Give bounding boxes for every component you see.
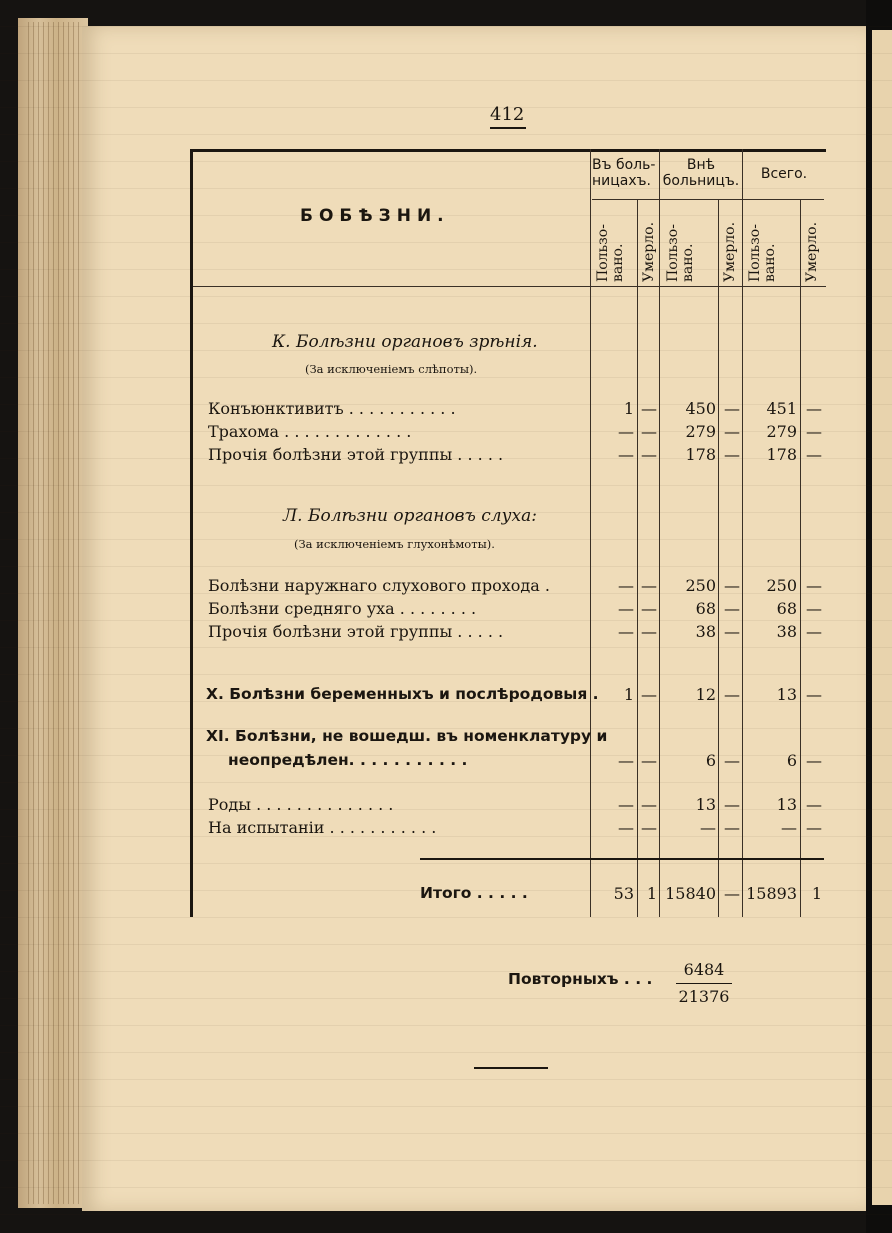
cell-out-used: 68 [695, 599, 716, 618]
cell-in-died: — [641, 422, 657, 441]
col-rule-6 [800, 199, 801, 917]
cell-in-died: — [641, 685, 657, 704]
row-label: Трахома . . . . . . . . . . . . . [208, 422, 412, 441]
cell-in-used: — [618, 422, 634, 441]
cell-tot-died: — [806, 751, 822, 770]
cell-in-used: 1 [623, 685, 634, 704]
cell-in-used: — [618, 445, 634, 464]
cell-in-died: — [641, 445, 657, 464]
repeat-numerator: 6484 [683, 960, 725, 979]
cell-out-used: 12 [695, 685, 716, 704]
col-in-hospitals-header: Въ боль- ницахъ. [592, 157, 656, 189]
book-page [82, 26, 866, 1211]
next-page-edge [872, 30, 892, 1205]
cell-in-died: — [641, 818, 657, 837]
end-rule [474, 1067, 548, 1069]
cell-tot-used: 38 [776, 622, 797, 641]
group-title: К. Болѣзни органовъ зрѣнія. [272, 332, 538, 352]
cell-tot-died: — [806, 685, 822, 704]
row-label: X. Болѣзни беременныхъ и послѣродовыя . [206, 685, 599, 703]
cell-out-used: 450 [685, 399, 716, 418]
page-number: 412 [490, 104, 525, 125]
sub-died-3: Умерло. [804, 221, 820, 282]
cell-in-died: — [641, 795, 657, 814]
cell-in-used: — [618, 622, 634, 641]
col-rule-4 [718, 199, 719, 917]
cell-tot-used: 68 [776, 599, 797, 618]
row-label: Роды . . . . . . . . . . . . . . [208, 795, 394, 814]
cell-out-used: 250 [685, 576, 716, 595]
cell-in-died: — [641, 399, 657, 418]
cell-out-died: — [724, 751, 740, 770]
cell-tot-died: — [806, 818, 822, 837]
cell-tot-used: 451 [766, 399, 797, 418]
cell-tot-died: — [806, 445, 822, 464]
sub-used-2: Пользо- вано. [665, 224, 696, 282]
row-label: неопредѣлен. . . . . . . . . . . [228, 751, 468, 769]
total-rule [420, 858, 824, 860]
cell-out-died: — [724, 445, 740, 464]
cell-tot-used: 279 [766, 422, 797, 441]
col-rule-2 [637, 199, 638, 917]
cell-tot-died: — [806, 422, 822, 441]
cell-in-used: 53 [613, 884, 634, 903]
col-rule-1 [590, 149, 591, 917]
cell-in-used: — [618, 751, 634, 770]
row-label: Прочія болѣзни этой группы . . . . . [208, 445, 504, 464]
cell-out-died: — [724, 599, 740, 618]
cell-in-died: — [641, 751, 657, 770]
cell-tot-used: 15893 [746, 884, 797, 903]
cell-in-died: — [641, 576, 657, 595]
cell-in-used: — [618, 599, 634, 618]
page-number-underline [490, 127, 526, 129]
page-edge-lines [28, 22, 80, 1204]
group-note: (За исключеніемъ слѣпоты). [305, 362, 478, 376]
table-left-rule [190, 149, 193, 917]
cell-tot-died: — [806, 795, 822, 814]
cell-in-died: — [641, 622, 657, 641]
cell-tot-died: 1 [811, 884, 822, 903]
cell-out-died: — [724, 884, 740, 903]
cell-out-died: — [724, 795, 740, 814]
cell-out-died: — [724, 399, 740, 418]
fraction-bar [676, 983, 732, 984]
col-outside-hospitals-header: Внѣ больницъ. [662, 157, 740, 189]
cell-in-used: 1 [623, 399, 634, 418]
cell-tot-used: 13 [776, 685, 797, 704]
row-label: Прочія болѣзни этой группы . . . . . [208, 622, 504, 641]
row-label: Конъюнктивитъ . . . . . . . . . . . [208, 399, 456, 418]
cell-out-died: — [724, 622, 740, 641]
cell-in-died: 1 [646, 884, 657, 903]
cell-tot-used: — [781, 818, 797, 837]
cell-out-used: 178 [685, 445, 716, 464]
cell-tot-died: — [806, 576, 822, 595]
col-rule-3 [659, 149, 660, 917]
cell-out-used: 6 [705, 751, 716, 770]
cell-out-used: 279 [685, 422, 716, 441]
group-title: Л. Болѣзни органовъ слуха: [283, 506, 537, 526]
table-title: БОБѢЗНИ. [300, 206, 450, 226]
cell-in-used: — [618, 576, 634, 595]
sub-used-3: Пользо- вано. [747, 224, 778, 282]
row-label: Болѣзни наружнаго слухового прохода . [208, 576, 550, 595]
sub-died-2: Умерло. [722, 221, 738, 282]
sub-died-1: Умерло. [641, 221, 657, 282]
cell-in-used: — [618, 795, 634, 814]
cell-out-died: — [724, 685, 740, 704]
cell-tot-died: — [806, 599, 822, 618]
cell-out-died: — [724, 818, 740, 837]
sub-used-1: Пользо- вано. [595, 224, 626, 282]
row-label: На испытаніи . . . . . . . . . . . [208, 818, 437, 837]
row-label: XI. Болѣзни, не вошедш. въ номенклатуру и [206, 727, 608, 745]
repeat-denominator: 21376 [678, 987, 730, 1006]
cell-out-died: — [724, 576, 740, 595]
cell-in-died: — [641, 599, 657, 618]
cell-in-used: — [618, 818, 634, 837]
cell-tot-died: — [806, 622, 822, 641]
total-label: Итого . . . . . [420, 884, 528, 902]
cell-out-used: 13 [695, 795, 716, 814]
cell-tot-died: — [806, 399, 822, 418]
table-top-rule [192, 149, 826, 152]
row-label: Болѣзни средняго уха . . . . . . . . [208, 599, 477, 618]
repeat-label: Повторныхъ . . . [508, 970, 653, 988]
cell-tot-used: 13 [776, 795, 797, 814]
cell-out-died: — [724, 422, 740, 441]
cell-out-used: — [700, 818, 716, 837]
cell-out-used: 15840 [665, 884, 716, 903]
col-total-header: Всего. [760, 166, 808, 182]
col-rule-5 [742, 149, 743, 917]
cell-tot-used: 178 [766, 445, 797, 464]
cell-tot-used: 6 [786, 751, 797, 770]
group-note: (За исключеніемъ глухонѣмоты). [294, 537, 495, 551]
cell-out-used: 38 [695, 622, 716, 641]
cell-tot-used: 250 [766, 576, 797, 595]
header-bottom-rule [192, 286, 826, 287]
subheader-rule [592, 199, 824, 200]
